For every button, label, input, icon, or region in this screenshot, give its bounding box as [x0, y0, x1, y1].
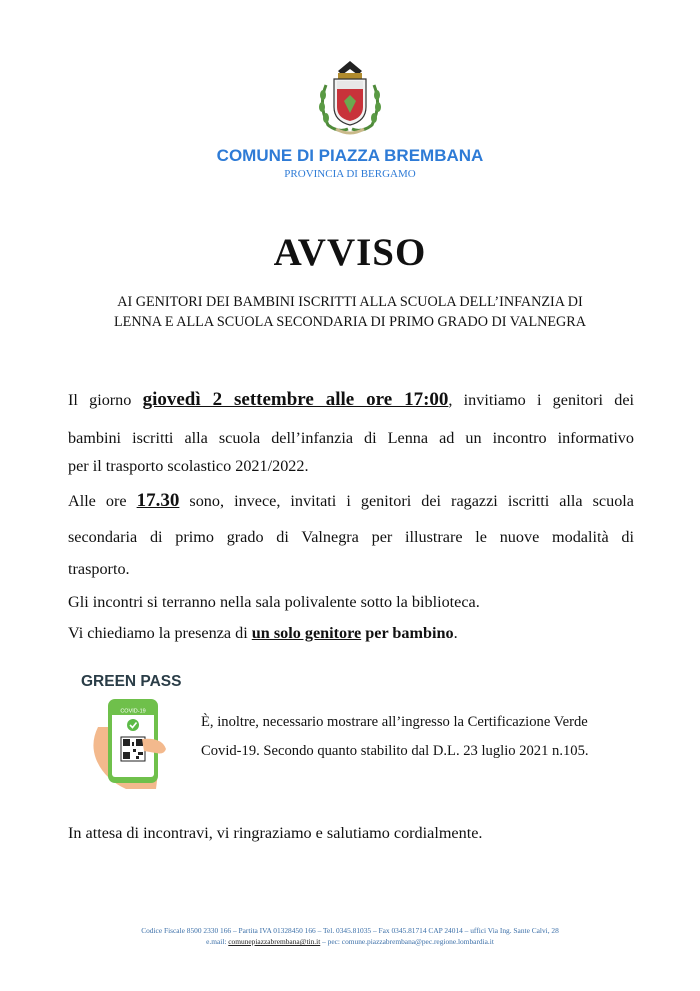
footer-line-1: Codice Fiscale 8500 2330 166 – Partita IVA 01328450 166 – Tel. 0345.81035 – Fax 0345.81714 CAP 24014 – uffici Via Ing. Sante Calvi, 28	[141, 926, 559, 935]
notice-subtitle	[60, 292, 640, 332]
municipality-name: COMUNE DI PIAZZA BREMBANA	[216, 146, 484, 165]
meeting-date: giovedì 2 settembre alle ore 17:00	[142, 389, 449, 410]
paragraph-2-line-3: trasporto.	[68, 560, 130, 578]
paragraph-2-line-1	[68, 490, 634, 512]
footer-email-link[interactable]: comunepiazzabrembana@tin.it	[228, 937, 321, 946]
green-pass-line: Covid-19. Secondo quanto stabilito dal D.L. 23 luglio 2021 n.105.	[201, 743, 589, 759]
text: sono, invece, invitati i genitori dei ragazzi iscritti alla scuola	[179, 492, 634, 510]
green-pass-label: GREEN PASS	[81, 673, 182, 690]
subtitle-line: AI GENITORI DEI BAMBINI ISCRITTI ALLA SCUOLA DELL’INFANZIA DI	[117, 294, 583, 310]
per-child-emphasis: per bambino	[361, 624, 454, 642]
closing-greeting: In attesa di incontravi, vi ringraziamo e salutiamo cordialmente.	[68, 824, 483, 842]
paragraph-2-line-2: secondaria di primo grado di Valnegra per illustrare le nuove modalità di	[68, 528, 634, 546]
text: .	[453, 624, 458, 642]
text: Alle ore	[68, 492, 137, 510]
province-name: PROVINCIA DI BERGAMO	[284, 168, 416, 180]
notice-title: AVVISO	[273, 231, 427, 274]
text: Vi chiediamo la presenza di	[68, 624, 252, 642]
text: – pec: comune.piazzabrembana@pec.regione.lombardia.it	[320, 937, 494, 946]
coat-of-arms-icon	[314, 55, 386, 137]
paragraph-4	[68, 624, 634, 643]
paragraph-1-line-2: bambini iscritti alla scuola dell’infanzia di Lenna ad un incontro informativo	[68, 429, 634, 447]
paragraph-3: Gli incontri si terranno nella sala polivalente sotto la biblioteca.	[68, 593, 480, 611]
text: e.mail:	[206, 937, 229, 946]
subtitle-line: LENNA E ALLA SCUOLA SECONDARIA DI PRIMO GRADO DI VALNEGRA	[113, 314, 587, 330]
footer-line-2	[0, 937, 700, 946]
phone-covid-label: COVID-19	[120, 708, 146, 715]
phone-qr-code-icon	[86, 693, 186, 793]
text: , invitiamo i genitori dei	[448, 391, 635, 409]
one-parent-emphasis: un solo genitore	[251, 624, 362, 642]
paragraph-1-line-3: per il trasporto scolastico 2021/2022.	[68, 457, 309, 475]
paragraph-1-line-1	[68, 389, 634, 411]
green-pass-line: È, inoltre, necessario mostrare all’ingresso la Certificazione Verde	[201, 714, 588, 730]
green-pass-notice	[201, 708, 635, 766]
text: Il giorno	[68, 391, 143, 409]
meeting-time: 17.30	[136, 490, 180, 511]
